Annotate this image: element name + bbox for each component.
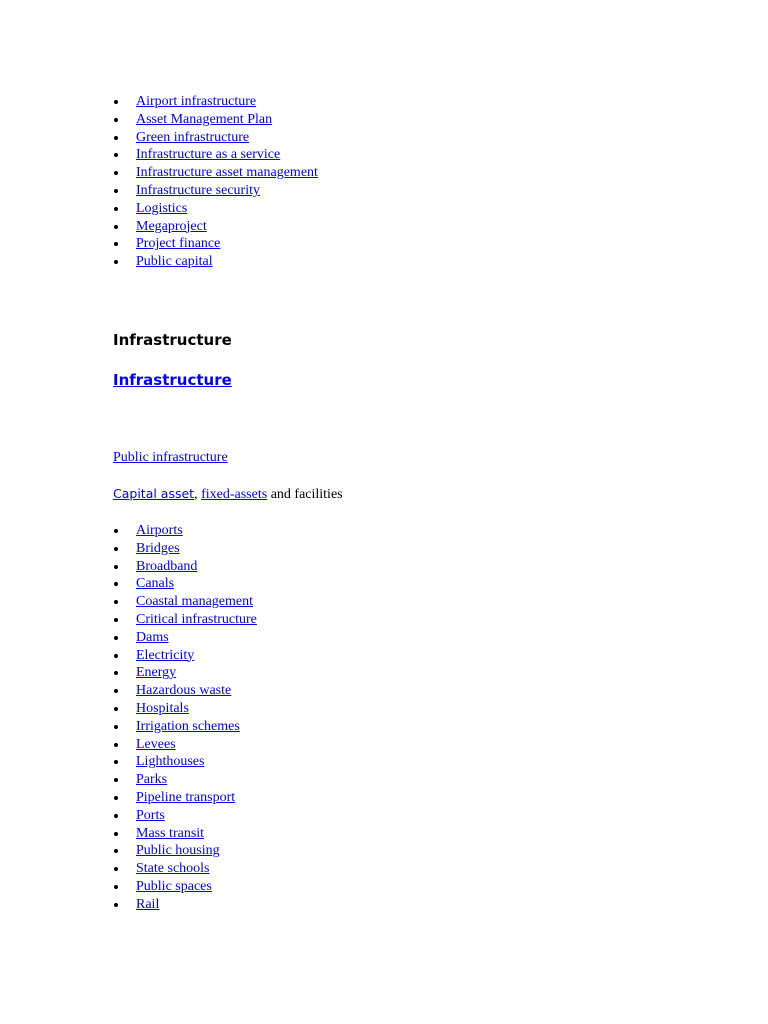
facility-item [113,878,257,896]
facility-item-link[interactable]: Parks [136,772,168,788]
facility-item-link[interactable]: Critical infrastructure [136,611,257,627]
assets-line [113,486,343,503]
assets-separator: , [194,487,202,502]
see-also-item [113,200,318,218]
facility-item-link[interactable]: State schools [136,861,210,877]
facility-item [113,753,257,771]
facility-item [113,842,257,860]
facility-item [113,860,257,878]
facility-item-link[interactable]: Dams [136,629,169,645]
facility-item [113,558,257,576]
see-also-item [113,111,318,129]
facility-item-link[interactable]: Canals [136,576,175,592]
facility-item [113,522,257,540]
see-also-item [113,218,318,236]
facility-item [113,771,257,789]
facility-item [113,718,257,736]
facility-item-link[interactable]: Lighthouses [136,754,205,770]
see-also-item [113,93,318,111]
see-also-item-link[interactable]: Infrastructure asset management [136,165,318,181]
see-also-item-link[interactable]: Airport infrastructure [136,94,257,109]
facility-item-link[interactable]: Public housing [136,843,220,859]
facility-item [113,807,257,825]
facility-item [113,682,257,700]
facility-item [113,664,257,682]
facility-item-link[interactable]: Airports [136,523,183,538]
facility-item-link[interactable]: Bridges [136,540,180,556]
see-also-item [113,253,318,271]
facility-item [113,593,257,611]
see-also-item-link[interactable]: Infrastructure as a service [136,147,281,163]
see-also-item-link[interactable]: Megaproject [136,218,207,234]
facility-item [113,629,257,647]
facility-item-link[interactable]: Hospitals [136,700,189,716]
fixed-assets-link[interactable]: fixed-assets [201,487,268,502]
see-also-item-link[interactable]: Logistics [136,200,188,216]
facility-item [113,736,257,754]
facility-item [113,700,257,718]
navbox-heading: Infrastructure [113,331,232,349]
facility-item-link[interactable]: Electricity [136,647,195,663]
facility-item [113,575,257,593]
see-also-item-link[interactable]: Green infrastructure [136,129,250,145]
see-also-item [113,129,318,147]
navbox-title-link[interactable]: Infrastructure [113,371,232,389]
facility-item-link[interactable]: Rail [136,896,160,912]
facility-item [113,789,257,807]
facility-item-link[interactable]: Pipeline transport [136,789,236,805]
see-also-item-link[interactable]: Project finance [136,236,221,252]
see-also-item-link[interactable]: Public capital [136,254,213,270]
facilities-list [113,522,257,914]
see-also-item [113,182,318,200]
see-also-item [113,146,318,164]
facility-item [113,647,257,665]
facility-item [113,611,257,629]
facility-item-link[interactable]: Ports [136,807,165,823]
see-also-item-link[interactable]: Asset Management Plan [136,111,273,127]
facility-item-link[interactable]: Levees [136,736,176,752]
facility-item [113,896,257,914]
facility-item-link[interactable]: Coastal management [136,594,254,610]
facility-item [113,825,257,843]
public-infrastructure-link[interactable]: Public infrastructure [113,450,228,465]
facility-item-link[interactable]: Broadband [136,558,198,574]
facility-item-link[interactable]: Public spaces [136,878,212,894]
see-also-list [113,93,318,271]
see-also-item [113,164,318,182]
facility-item-link[interactable]: Energy [136,665,177,681]
capital-asset-link[interactable]: Capital asset [113,486,195,501]
facility-item-link[interactable]: Hazardous waste [136,683,232,699]
facility-item-link[interactable]: Irrigation schemes [136,718,240,734]
facility-item [113,540,257,558]
facility-item-link[interactable]: Mass transit [136,825,205,841]
assets-tail-text: and facilities [267,487,343,502]
see-also-item [113,235,318,253]
see-also-item-link[interactable]: Infrastructure security [136,182,260,198]
